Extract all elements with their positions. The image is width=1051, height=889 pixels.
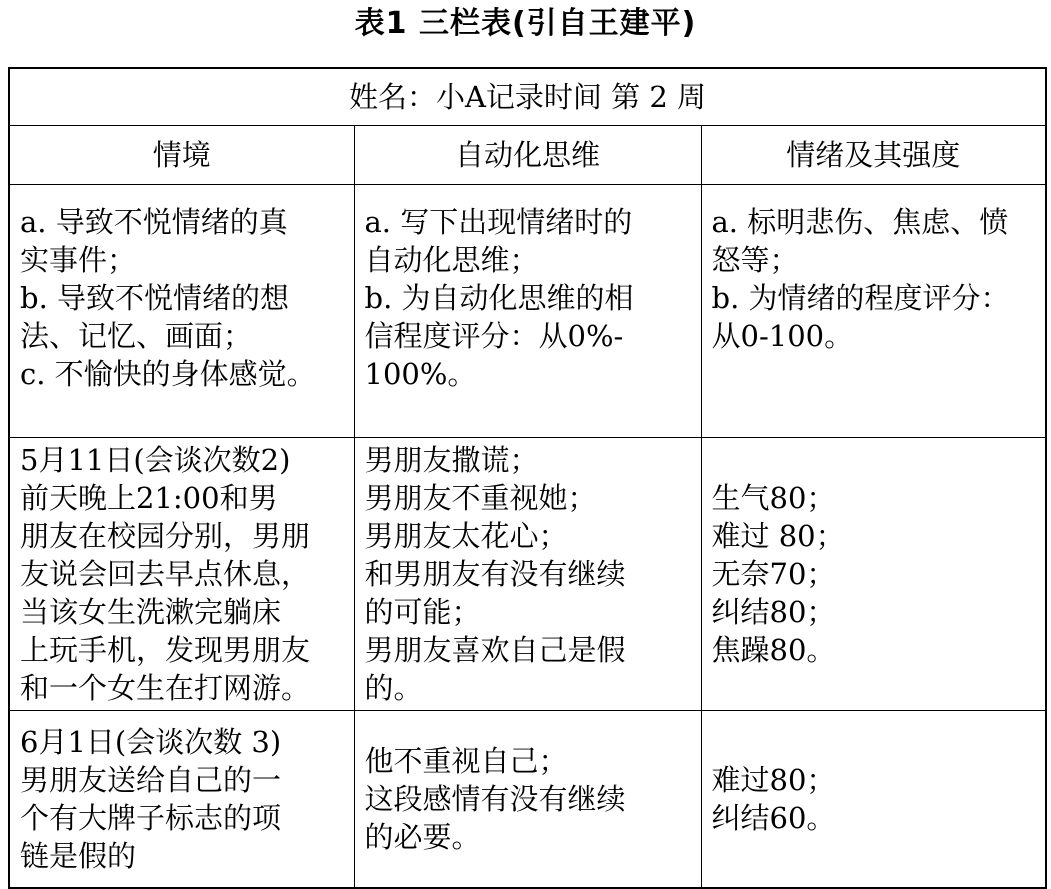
cell-line: 男朋友不重视她； <box>364 481 597 515</box>
emotions-cell <box>701 438 1046 711</box>
thoughts-cell <box>354 711 701 889</box>
cell-line: b. 为自动化思维的相 <box>364 281 634 315</box>
cell-line: 的必要。 <box>364 820 481 854</box>
table-row <box>9 438 1046 711</box>
cell-line: b. 导致不悦情绪的想 <box>20 281 290 315</box>
situation-cell <box>9 438 354 711</box>
cell-line: 实事件； <box>20 243 137 277</box>
table-row <box>9 711 1046 889</box>
cell-line: 100%。 <box>364 357 477 391</box>
three-column-table <box>8 67 1045 873</box>
cell-line: 自动化思维； <box>364 243 539 277</box>
cell-line: a. 写下出现情绪时的 <box>364 205 633 239</box>
table-caption: 表1 三栏表(引自王建平) <box>354 6 697 41</box>
cell-line: 上玩手机，发现男朋友 <box>20 633 311 667</box>
cell-line: 男朋友喜欢自己是假 <box>364 633 626 667</box>
cell-line: 焦躁80。 <box>711 633 836 667</box>
cell-line: 无奈70； <box>711 557 836 591</box>
cell-line: 难过80； <box>711 763 836 797</box>
header-emotion-intensity: 情绪及其强度 <box>701 126 1046 185</box>
situation-cell <box>9 711 354 889</box>
cell-line: 怒等； <box>711 243 799 277</box>
cell-line: 从0-100。 <box>711 319 854 353</box>
cell-line: 个有大牌子标志的项 <box>20 801 282 835</box>
header-automatic-thoughts: 自动化思维 <box>354 126 701 185</box>
cell-line: 当该女生洗漱完躺床 <box>20 595 282 629</box>
cell-line: a. 导致不悦情绪的真 <box>20 205 288 239</box>
cell-line: 难过 80； <box>711 519 845 553</box>
cell-line: 男朋友送给自己的一 <box>20 763 282 797</box>
cell-line: 的。 <box>364 671 423 705</box>
thoughts-cell <box>354 185 701 438</box>
cell-line: 男朋友撒谎； <box>364 443 539 477</box>
cell-line: 纠结60。 <box>711 801 836 835</box>
cell-line: 朋友在校园分别，男朋 <box>20 519 311 553</box>
cell-line: 男朋友太花心； <box>364 519 568 553</box>
name-row: 姓名：小A记录时间 第 2 周 <box>9 68 1046 126</box>
cell-line: c. 不愉快的身体感觉。 <box>20 357 316 391</box>
cell-line: 生气80； <box>711 481 836 515</box>
cell-line: 6月1日(会谈次数 3) <box>20 725 282 759</box>
cell-line: a. 标明悲伤、焦虑、愤 <box>711 205 1009 239</box>
emotions-cell <box>701 185 1046 438</box>
cell-line: b. 为情绪的程度评分： <box>711 281 1010 315</box>
cell-line: 法、记忆、画面； <box>20 319 253 353</box>
cell-line: 和一个女生在打网游。 <box>20 671 311 705</box>
table-row <box>9 185 1046 438</box>
situation-cell <box>9 185 354 438</box>
cell-line: 他不重视自己； <box>364 744 568 778</box>
cell-line: 这段感情有没有继续 <box>364 782 626 816</box>
cell-line: 5月11日(会谈次数2) <box>20 443 291 477</box>
cell-line: 和男朋友有没有继续 <box>364 557 626 591</box>
cell-line: 纠结80； <box>711 595 836 629</box>
thoughts-cell <box>354 438 701 711</box>
cell-line: 前天晚上21:00和男 <box>20 481 278 515</box>
cell-line: 友说会回去早点休息， <box>20 557 311 591</box>
header-situation: 情境 <box>9 126 354 185</box>
cell-line: 链是假的 <box>20 839 137 873</box>
cell-line: 的可能； <box>364 595 481 629</box>
emotions-cell <box>701 711 1046 889</box>
cell-line: 信程度评分：从0%- <box>364 319 624 353</box>
